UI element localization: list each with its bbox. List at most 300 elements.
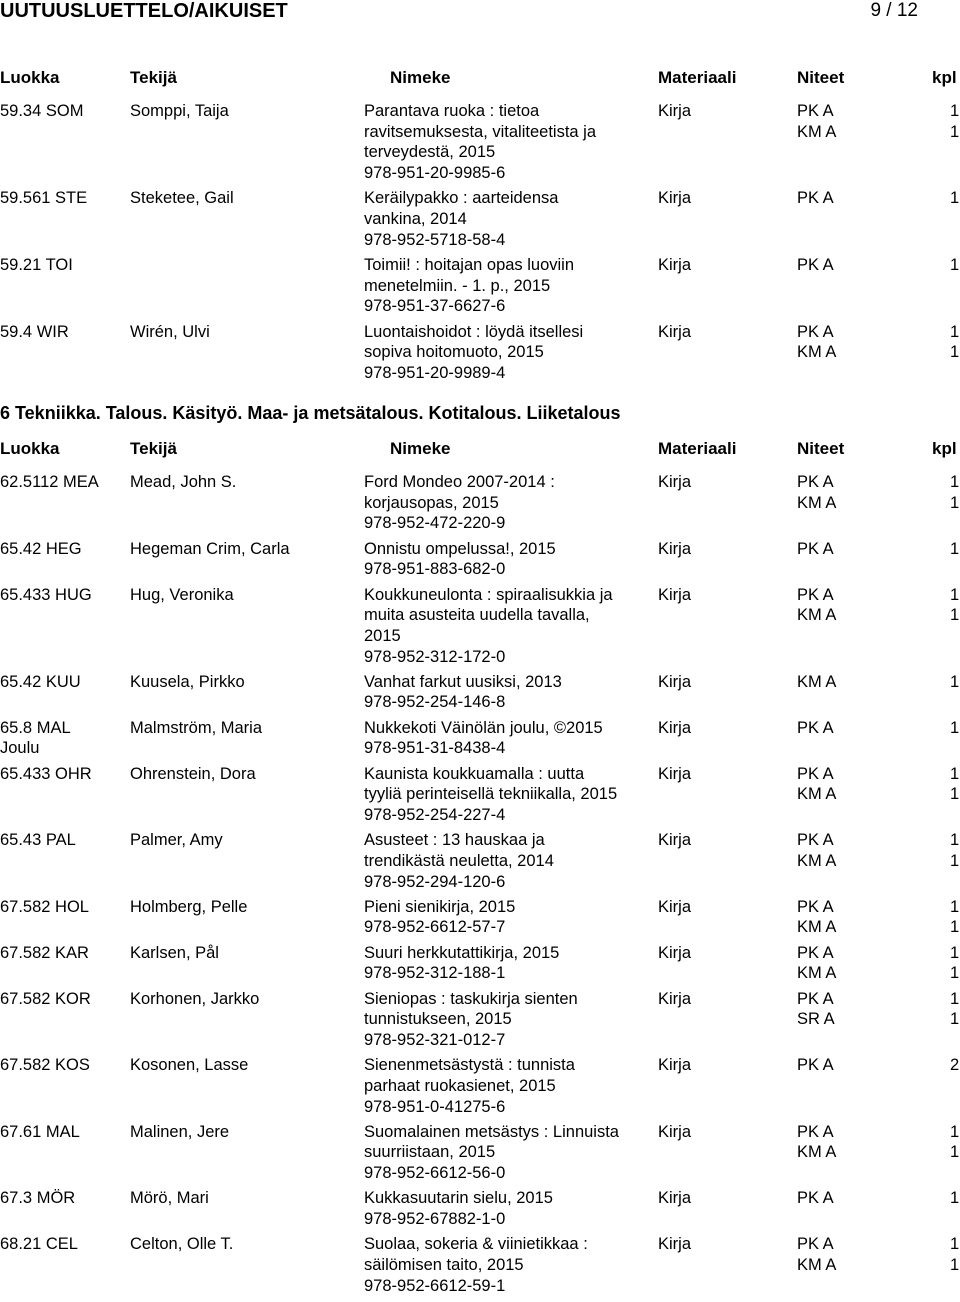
entry-kpl-line: 1	[950, 539, 960, 558]
entry-luokka-line: 65.43 PAL	[0, 831, 76, 850]
entry-tekija-line: Malmström, Maria	[130, 718, 263, 737]
entry-kpl	[950, 539, 959, 560]
entry-nimeke-line: 978-952-312-172-0	[364, 647, 506, 666]
entry-nimeke-line: vankina, 2014	[364, 209, 467, 228]
entry-kpl-line: 1	[950, 1143, 960, 1162]
catalog-entry	[0, 101, 960, 184]
entry-luokka-line: 65.42 HEG	[0, 539, 82, 558]
entry-materiaali	[658, 539, 691, 560]
entry-tekija	[130, 101, 229, 122]
entry-nimeke	[364, 718, 603, 759]
entry-nimeke	[364, 1188, 553, 1229]
entry-luokka-line: 67.582 HOL	[0, 897, 89, 916]
entry-niteet-line: KM A	[797, 1143, 837, 1162]
entry-nimeke	[364, 101, 596, 184]
catalog-entry	[0, 1122, 960, 1184]
entry-kpl	[950, 830, 959, 871]
entry-nimeke-line: trendikästä neuletta, 2014	[364, 851, 554, 870]
entry-nimeke-line: 978-952-321-012-7	[364, 1030, 506, 1049]
entry-nimeke-line: 978-952-254-227-4	[364, 805, 506, 824]
entry-niteet	[797, 1234, 836, 1275]
entry-tekija-line: Mead, John S.	[130, 473, 237, 491]
catalog-entry	[0, 830, 960, 892]
entry-nimeke-line: Luontaishoidot : löydä itsellesi	[364, 322, 584, 341]
entry-luokka-line: 67.582 KOS	[0, 1056, 90, 1075]
entry-kpl	[950, 472, 959, 513]
entry-luokka	[0, 1055, 90, 1076]
entry-tekija	[130, 322, 210, 343]
entry-luokka	[0, 101, 83, 122]
catalog-entry	[0, 1234, 960, 1296]
entry-materiaali-line: Kirja	[658, 102, 692, 120]
entry-tekija	[130, 188, 234, 209]
entry-nimeke-line: Toimii! : hoitajan opas luoviin	[364, 255, 575, 274]
entry-luokka-line: Joulu	[0, 739, 40, 758]
entry-nimeke-line: säilömisen taito, 2015	[364, 1255, 524, 1274]
catalog-entry	[0, 718, 960, 759]
entry-niteet-line: KM A	[797, 964, 837, 983]
entry-nimeke-line: Koukkuneulonta : spiraalisukkia ja	[364, 585, 613, 604]
entry-materiaali	[658, 1055, 691, 1076]
entry-tekija	[130, 1122, 229, 1143]
entry-niteet	[797, 255, 834, 276]
entry-kpl	[950, 188, 959, 209]
entry-materiaali	[658, 322, 691, 343]
entry-nimeke	[364, 322, 583, 384]
entry-nimeke-line: 978-952-254-146-8	[364, 693, 506, 712]
entry-niteet-line: PK A	[797, 585, 834, 604]
entry-nimeke	[364, 255, 574, 317]
entry-nimeke-line: Asusteet : 13 hauskaa ja	[364, 831, 545, 850]
entry-luokka-line: 59.34 SOM	[0, 102, 84, 120]
catalog-entry	[0, 539, 960, 580]
entry-kpl-line: 1	[950, 102, 960, 120]
entry-kpl-line: 1	[950, 255, 960, 274]
catalog-entry	[0, 764, 960, 826]
entry-niteet	[797, 322, 836, 363]
entry-nimeke-line: 978-951-883-682-0	[364, 560, 506, 579]
column-header-luokka: Luokka	[0, 68, 60, 87]
column-header-kpl: kpl	[932, 439, 957, 458]
entry-kpl	[950, 672, 959, 693]
entry-luokka	[0, 672, 81, 693]
entry-kpl-line: 1	[950, 1010, 960, 1029]
entry-materiaali-line: Kirja	[658, 943, 692, 962]
entry-kpl	[950, 897, 959, 938]
entry-nimeke-line: tyyliä perinteisellä tekniikalla, 2015	[364, 785, 618, 804]
entry-tekija	[130, 1055, 248, 1076]
entry-nimeke-line: 978-952-6612-59-1	[364, 1276, 506, 1295]
entry-niteet-line: PK A	[797, 322, 834, 341]
entry-niteet	[797, 897, 836, 938]
entry-nimeke-line: Vanhat farkut uusiksi, 2013	[364, 672, 562, 691]
entry-niteet	[797, 188, 834, 209]
entry-materiaali	[658, 585, 691, 606]
entry-nimeke-line: 978-952-472-220-9	[364, 514, 506, 533]
entry-niteet-line: SR A	[797, 1010, 835, 1029]
entry-materiaali	[658, 101, 691, 122]
entry-niteet	[797, 1188, 834, 1209]
entry-niteet-line: KM A	[797, 122, 837, 141]
entry-luokka	[0, 188, 87, 209]
entry-kpl	[950, 255, 959, 276]
catalog-entry	[0, 188, 960, 250]
entry-nimeke	[364, 539, 556, 580]
entry-luokka	[0, 718, 71, 759]
entry-materiaali-line: Kirja	[658, 585, 692, 604]
entry-luokka	[0, 830, 76, 851]
entry-nimeke-line: Kaunista koukkuamalla : uutta	[364, 764, 585, 783]
entry-luokka	[0, 585, 92, 606]
entry-kpl-line: 1	[950, 831, 960, 850]
entry-luokka	[0, 943, 89, 964]
entry-niteet-line: PK A	[797, 897, 834, 916]
entry-tekija-line: Karlsen, Pål	[130, 943, 219, 962]
entry-nimeke-line: 978-951-20-9985-6	[364, 164, 506, 183]
entry-materiaali	[658, 255, 691, 276]
entry-nimeke-line: Sieniopas : taskukirja sienten	[364, 989, 578, 1008]
entry-niteet-line: KM A	[797, 1255, 837, 1274]
entry-materiaali-line: Kirja	[658, 539, 692, 558]
entry-niteet-line: KM A	[797, 343, 837, 362]
entry-kpl	[950, 1234, 959, 1275]
column-header-materiaali: Materiaali	[658, 439, 737, 458]
entry-materiaali-line: Kirja	[658, 1122, 692, 1141]
entry-niteet-line: KM A	[797, 672, 837, 691]
catalog-entry	[0, 255, 960, 317]
entry-kpl	[950, 322, 959, 363]
entry-tekija	[130, 539, 290, 560]
entry-nimeke-line: 978-951-31-8438-4	[364, 739, 506, 758]
entry-nimeke-line: muita asusteita uudella tavalla,	[364, 606, 590, 625]
entry-nimeke-line: 978-952-6612-57-7	[364, 918, 506, 937]
entry-niteet-line: KM A	[797, 493, 837, 512]
entry-materiaali-line: Kirja	[658, 1189, 692, 1208]
entry-materiaali-line: Kirja	[658, 897, 692, 916]
entry-nimeke	[364, 1055, 575, 1117]
entry-nimeke-line: 978-952-6612-56-0	[364, 1164, 506, 1183]
entry-materiaali-line: Kirja	[658, 672, 692, 691]
entry-tekija-line: Celton, Olle T.	[130, 1235, 234, 1254]
entry-luokka-line: 59.21 TOI	[0, 255, 73, 274]
column-header-niteet: Niteet	[797, 68, 845, 87]
entry-kpl-line: 1	[950, 1189, 960, 1208]
entry-niteet-line: PK A	[797, 539, 834, 558]
column-header-kpl: kpl	[932, 68, 957, 87]
entry-materiaali	[658, 989, 691, 1010]
entry-materiaali	[658, 897, 691, 918]
entry-nimeke	[364, 830, 554, 892]
entry-kpl-line: 1	[950, 897, 960, 916]
entry-kpl-line: 1	[950, 606, 960, 625]
entry-materiaali-line: Kirja	[658, 1235, 692, 1254]
entry-tekija	[130, 989, 259, 1010]
entry-luokka	[0, 989, 91, 1010]
column-header-materiaali: Materiaali	[658, 68, 737, 87]
entry-kpl	[950, 1188, 959, 1209]
entry-luokka-line: 68.21 CEL	[0, 1235, 78, 1254]
entry-niteet	[797, 101, 836, 142]
entry-luokka-line: 65.433 HUG	[0, 585, 92, 604]
entry-materiaali	[658, 1234, 691, 1255]
entry-nimeke	[364, 1234, 588, 1296]
entry-nimeke-line: parhaat ruokasienet, 2015	[364, 1076, 556, 1095]
entry-materiaali-line: Kirja	[658, 989, 692, 1008]
entry-tekija-line: Kuusela, Pirkko	[130, 672, 245, 691]
entry-nimeke-line: Keräilypakko : aarteidensa	[364, 189, 559, 208]
entry-tekija-line: Malinen, Jere	[130, 1122, 230, 1141]
entry-luokka	[0, 1188, 75, 1209]
entry-materiaali-line: Kirja	[658, 189, 692, 208]
entry-kpl-line: 1	[950, 473, 960, 491]
entry-niteet-line: PK A	[797, 1122, 834, 1141]
entry-materiaali-line: Kirja	[658, 255, 692, 274]
entry-nimeke-line: Suolaa, sokeria & viinietikkaa :	[364, 1235, 588, 1254]
entry-niteet-line: PK A	[797, 831, 834, 850]
entry-kpl-line: 1	[950, 989, 960, 1008]
entry-tekija-line: Steketee, Gail	[130, 189, 234, 208]
entry-nimeke-line: 978-951-20-9989-4	[364, 363, 506, 382]
entry-nimeke-line: tunnistukseen, 2015	[364, 1010, 512, 1029]
entry-kpl-line: 1	[950, 1235, 960, 1254]
entry-tekija-line: Hegeman Crim, Carla	[130, 539, 290, 558]
entry-niteet-line: KM A	[797, 606, 837, 625]
entry-kpl-line: 1	[950, 785, 960, 804]
entry-kpl-line: 1	[950, 189, 960, 208]
entry-kpl-line: 1	[950, 918, 960, 937]
entry-nimeke-line: menetelmiin. - 1. p., 2015	[364, 276, 551, 295]
entry-niteet	[797, 943, 836, 984]
entry-kpl-line: 2	[950, 1056, 960, 1075]
entry-niteet-line: KM A	[797, 785, 837, 804]
entry-kpl-line: 1	[950, 122, 960, 141]
entry-tekija	[130, 1188, 209, 1209]
entry-niteet	[797, 472, 836, 513]
entry-niteet-line: KM A	[797, 851, 837, 870]
entry-kpl-line: 1	[950, 943, 960, 962]
entry-kpl	[950, 718, 959, 739]
entry-tekija	[130, 1234, 233, 1255]
entry-tekija	[130, 472, 236, 493]
column-header-tekija: Tekijä	[130, 68, 177, 87]
entry-niteet	[797, 539, 834, 560]
entry-materiaali-line: Kirja	[658, 1056, 692, 1075]
entry-nimeke-line: 978-951-0-41275-6	[364, 1097, 506, 1116]
catalog-entry	[0, 943, 960, 984]
entry-niteet	[797, 764, 836, 805]
entry-nimeke-line: Ford Mondeo 2007-2014 :	[364, 473, 555, 491]
entry-niteet-line: KM A	[797, 918, 837, 937]
entry-nimeke-line: 978-952-312-188-1	[364, 964, 506, 983]
entry-nimeke-line: sopiva hoitomuoto, 2015	[364, 343, 544, 362]
entry-nimeke	[364, 472, 555, 534]
column-header-niteet: Niteet	[797, 439, 845, 458]
entry-materiaali	[658, 1188, 691, 1209]
entry-nimeke-line: Nukkekoti Väinölän joulu, ©2015	[364, 718, 603, 737]
entry-materiaali-line: Kirja	[658, 764, 692, 783]
column-header-nimeke: Nimeke	[390, 439, 451, 458]
entry-nimeke-line: Parantava ruoka : tietoa	[364, 102, 540, 120]
entry-luokka-line: 65.8 MAL	[0, 718, 71, 737]
entry-nimeke-line: 2015	[364, 626, 401, 645]
column-headers-section-2	[0, 439, 960, 459]
entry-nimeke	[364, 943, 559, 984]
entry-kpl	[950, 943, 959, 984]
entry-nimeke-line: suurriistaan, 2015	[364, 1143, 496, 1162]
entry-nimeke	[364, 989, 578, 1051]
entry-niteet	[797, 1122, 836, 1163]
entry-nimeke-line: Kukkasuutarin sielu, 2015	[364, 1189, 553, 1208]
entry-luokka-line: 67.582 KAR	[0, 943, 89, 962]
entry-tekija-line: Somppi, Taija	[130, 102, 229, 120]
entry-niteet-line: PK A	[797, 473, 834, 491]
entry-kpl-line: 1	[950, 672, 960, 691]
entry-tekija-line: Kosonen, Lasse	[130, 1056, 249, 1075]
entry-luokka-line: 65.42 KUU	[0, 672, 81, 691]
entry-materiaali-line: Kirja	[658, 473, 692, 491]
entry-luokka-line: 67.3 MÖR	[0, 1189, 76, 1208]
entry-tekija	[130, 585, 234, 606]
entry-niteet-line: PK A	[797, 1235, 834, 1254]
entry-materiaali	[658, 1122, 691, 1143]
entry-tekija-line: Mörö, Mari	[130, 1189, 209, 1208]
entry-nimeke-line: 978-951-37-6627-6	[364, 297, 506, 316]
entry-tekija-line: Palmer, Amy	[130, 831, 223, 850]
entry-nimeke-line: Onnistu ompelussa!, 2015	[364, 539, 556, 558]
entry-kpl	[950, 101, 959, 142]
entry-luokka	[0, 1234, 78, 1255]
column-header-tekija: Tekijä	[130, 439, 177, 458]
entry-kpl	[950, 1122, 959, 1163]
entry-materiaali	[658, 764, 691, 785]
entry-kpl-line: 1	[950, 764, 960, 783]
entry-tekija	[130, 830, 223, 851]
entry-tekija	[130, 897, 247, 918]
catalog-entry	[0, 585, 960, 668]
entry-luokka	[0, 322, 69, 343]
entry-kpl	[950, 764, 959, 805]
entry-tekija	[130, 672, 245, 693]
catalog-entry	[0, 672, 960, 713]
entry-kpl	[950, 585, 959, 626]
entry-niteet-line: PK A	[797, 102, 834, 120]
entry-luokka	[0, 897, 89, 918]
entry-nimeke	[364, 897, 515, 938]
entry-luokka-line: 62.5112 MEA	[0, 473, 99, 491]
catalog-entry	[0, 1188, 960, 1229]
entry-materiaali	[658, 943, 691, 964]
entry-niteet-line: PK A	[797, 943, 834, 962]
entry-materiaali	[658, 472, 691, 493]
catalog-entry	[0, 472, 960, 534]
entry-kpl	[950, 989, 959, 1030]
entry-tekija-line: Korhonen, Jarkko	[130, 989, 260, 1008]
entry-niteet	[797, 585, 836, 626]
entry-nimeke-line: korjausopas, 2015	[364, 493, 499, 512]
entry-luokka-line: 67.582 KOR	[0, 989, 91, 1008]
entry-nimeke-line: Suuri herkkutattikirja, 2015	[364, 943, 560, 962]
column-headers-section-1	[0, 68, 960, 88]
entry-luokka	[0, 1122, 80, 1143]
entry-nimeke	[364, 672, 562, 713]
entry-nimeke-line: ravitsemuksesta, vitaliteetista ja	[364, 122, 597, 141]
entry-kpl-line: 1	[950, 343, 960, 362]
entry-niteet-line: PK A	[797, 764, 834, 783]
entry-nimeke	[364, 1122, 619, 1184]
entry-nimeke	[364, 585, 613, 668]
entry-niteet	[797, 718, 834, 739]
entry-niteet	[797, 989, 835, 1030]
column-header-nimeke: Nimeke	[390, 68, 451, 87]
catalog-entry	[0, 989, 960, 1051]
catalog-entry	[0, 897, 960, 938]
entry-materiaali	[658, 188, 691, 209]
entry-tekija	[130, 764, 256, 785]
entry-tekija	[130, 943, 219, 964]
catalog-entry	[0, 322, 960, 384]
entry-nimeke-line: terveydestä, 2015	[364, 143, 496, 162]
entry-kpl-line: 1	[950, 718, 960, 737]
section-heading: 6 Tekniikka. Talous. Käsityö. Maa- ja metsätalous. Kotitalous. Liiketalous	[0, 403, 621, 423]
entry-niteet-line: PK A	[797, 189, 834, 208]
entry-nimeke-line: 978-952-67882-1-0	[364, 1210, 506, 1229]
entry-kpl-line: 1	[950, 493, 960, 512]
entry-nimeke-line: Pieni sienikirja, 2015	[364, 897, 516, 916]
entry-luokka	[0, 539, 82, 560]
entry-niteet-line: PK A	[797, 255, 834, 274]
entry-luokka-line: 59.561 STE	[0, 189, 88, 208]
entry-niteet	[797, 1055, 834, 1076]
entry-nimeke-line: 978-952-5718-58-4	[364, 230, 506, 249]
entry-materiaali-line: Kirja	[658, 718, 692, 737]
entry-luokka	[0, 472, 99, 493]
entry-luokka	[0, 764, 92, 785]
entry-kpl	[950, 1055, 959, 1076]
entry-niteet-line: PK A	[797, 1056, 834, 1075]
document-title: UUTUUSLUETTELO/AIKUISET	[0, 0, 288, 22]
entry-luokka	[0, 255, 73, 276]
entry-niteet	[797, 672, 836, 693]
entry-materiaali-line: Kirja	[658, 322, 692, 341]
entry-niteet-line: PK A	[797, 718, 834, 737]
entry-kpl-line: 1	[950, 585, 960, 604]
entry-materiaali	[658, 718, 691, 739]
column-header-luokka: Luokka	[0, 439, 60, 458]
entry-tekija-line: Wirén, Ulvi	[130, 322, 210, 341]
entry-nimeke-line: 978-952-294-120-6	[364, 872, 506, 891]
entry-niteet-line: PK A	[797, 1189, 834, 1208]
entry-kpl-line: 1	[950, 851, 960, 870]
catalog-entry	[0, 1055, 960, 1117]
entry-tekija	[130, 718, 262, 739]
entry-nimeke	[364, 764, 617, 826]
entry-nimeke-line: Suomalainen metsästys : Linnuista	[364, 1122, 619, 1141]
entry-nimeke	[364, 188, 558, 250]
entry-kpl-line: 1	[950, 964, 960, 983]
page-header	[0, 0, 960, 24]
entry-tekija-line: Ohrenstein, Dora	[130, 764, 256, 783]
entry-luokka-line: 65.433 OHR	[0, 764, 92, 783]
entry-materiaali	[658, 672, 691, 693]
entry-kpl-line: 1	[950, 322, 960, 341]
entry-niteet	[797, 830, 836, 871]
entry-tekija-line: Holmberg, Pelle	[130, 897, 248, 916]
page-number: 9 / 12	[870, 0, 918, 21]
entry-luokka-line: 59.4 WIR	[0, 322, 69, 341]
entry-tekija-line: Hug, Veronika	[130, 585, 234, 604]
entry-kpl-line: 1	[950, 1122, 960, 1141]
entry-niteet-line: PK A	[797, 989, 834, 1008]
